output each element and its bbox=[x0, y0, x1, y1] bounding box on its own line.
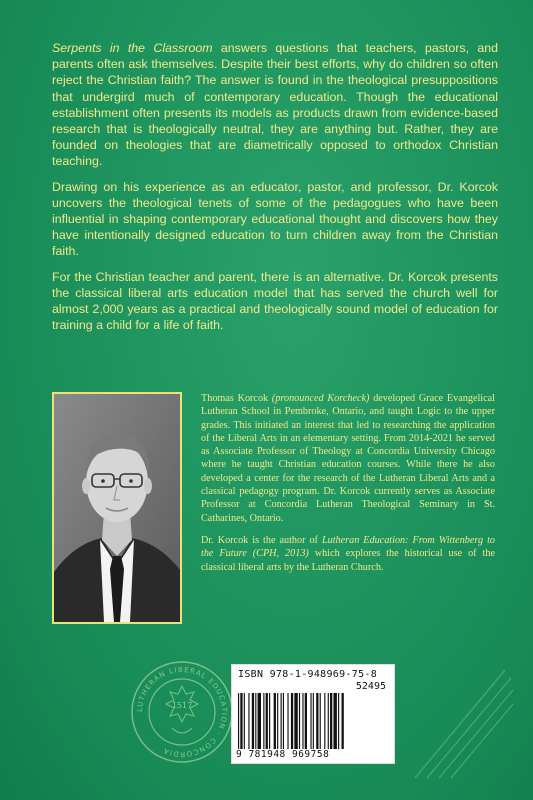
bio-paragraph-2-text: which explores the historical use of the classical liberal arts by the Lutheran Church. bbox=[201, 548, 495, 573]
decorative-lines bbox=[405, 660, 515, 780]
bio-paragraph-1-text: developed Grace Evangelical Lutheran School in Pembroke, Ontario, and taught Logic to the upper grades. This initiated an interest that led to researching the application of the Liberal Arts in an elementary setting. From 2014-2021 he served as Associate Professor of Theology at Concordia University Chicago where he taught Christian education courses. While there he also developed a center for the research of the Lutheran Liberal Arts and a classical pedagogy program. Dr. Korcok currently serves as Associate Professor at Concordia Lutheran Theological Seminary in St. Catharines, Ontario. bbox=[201, 393, 495, 524]
author-photo bbox=[52, 392, 182, 624]
svg-text:LUTHERAN LIBERAL EDUCATION · C bbox=[136, 666, 228, 758]
bio-paragraph-2-lead: Dr. Korcok is the author of bbox=[201, 534, 322, 546]
seal-ring-text: LUTHERAN LIBERAL EDUCATION · CONCORDIA bbox=[135, 665, 229, 759]
bio-author-name: Thomas Korcok bbox=[201, 393, 272, 404]
blurb-paragraph-3: For the Christian teacher and parent, there is an alternative. Dr. Korcok presents the classical liberal arts education model that has served the church well for almost 2,000 years as a practical and theologically sound model of education for training a child for a life of faith. bbox=[52, 269, 498, 333]
back-cover-blurb bbox=[52, 40, 498, 342]
blurb-paragraph-1-text: answers questions that teachers, pastors, and parents often ask themselves. Despite their best efforts, why do children so often reject the Christian faith? The answer is found in the theological presuppositions that undergird much of contemporary education. Though the educational establishment often presents its models as products drawn from evidence-based research that is theologically neutral, they are anything but. Rather, they are founded on theologies that are diametrically opposed to orthodox Christian teaching. bbox=[52, 41, 498, 169]
blurb-paragraph-1 bbox=[52, 40, 498, 170]
bio-paragraph-2 bbox=[201, 534, 495, 574]
isbn-barcode bbox=[231, 664, 395, 764]
publisher-seal-icon bbox=[128, 658, 236, 766]
book-title: Serpents in the Classroom bbox=[52, 41, 213, 55]
author-portrait-illustration bbox=[54, 394, 180, 622]
bio-paragraph-1 bbox=[201, 392, 495, 525]
seal-year: 1517 bbox=[171, 701, 193, 710]
price-code: 52495 bbox=[355, 681, 386, 692]
isbn-label: ISBN 978-1-948969-75-8 bbox=[238, 669, 378, 680]
author-bio bbox=[201, 392, 495, 583]
blurb-paragraph-2: Drawing on his experience as an educator, pastor, and professor, Dr. Korcok uncovers the theological tenets of some of the pedagogues who have been influential in shaping contemporary educational thought and discovers how they have intentionally designed education to turn children away from the Christian faith. bbox=[52, 179, 498, 259]
bio-pronunciation: (pronounced Korcheck) bbox=[271, 393, 370, 404]
bio-book-title: Lutheran Education: From Wittenberg to the Future (CPH, 2013) bbox=[201, 534, 495, 560]
barcode-bars-icon bbox=[238, 693, 390, 749]
isbn-digits: 9 781948 969758 bbox=[236, 749, 330, 760]
